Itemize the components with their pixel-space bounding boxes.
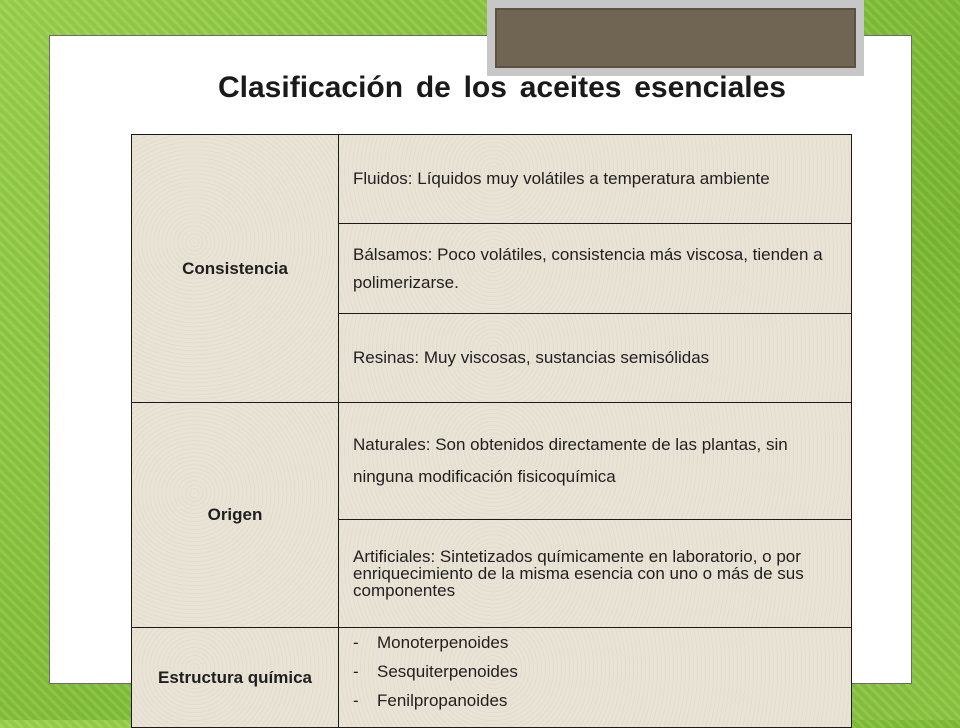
classification-table bbox=[131, 134, 852, 728]
table-cell: Fluidos: Líquidos muy volátiles a temperatura ambiente bbox=[339, 135, 852, 224]
list-item-text: Sesquiterpenoides bbox=[377, 662, 518, 681]
title-decoration-inner bbox=[495, 8, 856, 68]
list-bullet: - bbox=[353, 662, 359, 681]
list-item bbox=[353, 657, 841, 686]
category-estructura-quimica: Estructura química bbox=[132, 628, 339, 728]
category-origen: Origen bbox=[132, 403, 339, 628]
table-row bbox=[132, 135, 852, 224]
list-bullet: - bbox=[353, 691, 359, 710]
list-bullet: - bbox=[353, 633, 359, 652]
title-decoration-plate bbox=[487, 0, 864, 76]
table-row bbox=[132, 403, 852, 520]
table-row bbox=[132, 628, 852, 728]
table-cell: Resinas: Muy viscosas, sustancias semisólidas bbox=[339, 314, 852, 403]
list-item-text: Monoterpenoides bbox=[377, 633, 509, 652]
terpenoid-list bbox=[353, 628, 841, 715]
category-consistencia: Consistencia bbox=[132, 135, 339, 403]
table-cell: Naturales: Son obtenidos directamente de las plantas, sin ninguna modificación fisicoquímica bbox=[339, 403, 852, 520]
table-cell: Bálsamos: Poco volátiles, consistencia más viscosa, tienden a polimerizarse. bbox=[339, 224, 852, 314]
list-item-text: Fenilpropanoides bbox=[377, 691, 508, 710]
slide-title: Clasificación de los aceites esenciales bbox=[218, 71, 786, 104]
table-cell: Artificiales: Sintetizados químicamente en laboratorio, o por enriquecimiento de la misma esencia con uno o más de sus componentes bbox=[339, 520, 852, 628]
list-item bbox=[353, 686, 841, 715]
list-item bbox=[353, 628, 841, 657]
table-cell bbox=[339, 628, 852, 728]
